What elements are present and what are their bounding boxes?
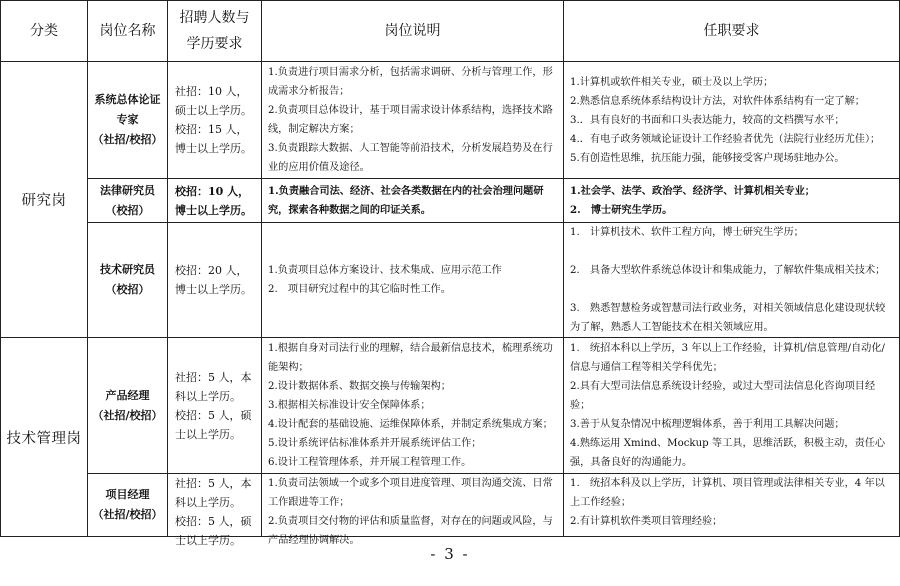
requirement-line: 2.熟悉信息系统体系结构设计方法，对软件体系结构有一定了解；	[570, 95, 865, 107]
requirement-line: 5.有创造性思维，抗压能力强，能够接受客户现场驻地办公。	[570, 152, 845, 164]
position-name-line: （校招）	[105, 283, 150, 296]
requirement-line: 1.社会学、法学、政治学、经济学、计算机相关专业；	[570, 184, 815, 197]
spacer	[570, 280, 895, 299]
position-name-line: 系统总体论证	[94, 93, 161, 106]
headcount-line: 校招：5 人，硕士以上学历。	[175, 515, 252, 547]
position-name-line: （社招/校招）	[92, 508, 163, 521]
header-category: 分类	[1, 1, 88, 62]
headcount-line: 社招：5 人，本科以上学历。	[175, 370, 252, 403]
requirement-line: 1. 计算机技术、软件工程方向，博士研究生学历；	[570, 227, 804, 238]
requirement-line: 3. 熟悉智慧检务或智慧司法行政业务，对相关领域信息化建设现状较为了解，熟悉人工智能技术在相关领域应用。	[570, 303, 886, 333]
job-description	[262, 223, 564, 338]
table-row	[1, 338, 900, 474]
header-row	[1, 1, 900, 62]
requirement-line: 1. 统招本科及以上学历，计算机、项目管理或法律相关专业，4 年以上工作经验；	[570, 478, 885, 508]
position-name-line: （社招/校招）	[92, 408, 163, 422]
job-requirements	[564, 179, 900, 223]
clipped-cell	[268, 474, 559, 546]
requirement-line: 4.熟练运用 Xmind、Mockup 等工具，思维活跃，积极主动，责任心强，具备良好的沟通能力。	[570, 438, 886, 468]
table-row	[1, 474, 900, 537]
job-requirements	[564, 338, 900, 474]
category-tech-management: 技术管理岗	[1, 338, 88, 537]
requirement-line: 3.．具有良好的书面和口头表达能力，较高的文档撰写水平；	[570, 114, 845, 126]
position-name-line: 项目经理	[105, 488, 150, 501]
header-count	[168, 1, 262, 62]
table-row	[1, 179, 900, 223]
page-number: - 3 -	[430, 545, 470, 563]
position-name-line: 技术研究员	[100, 263, 155, 276]
position-name-line: 产品经理	[105, 388, 150, 402]
description-line: 1.根据自身对司法行业的理解，结合最新信息技术，梳理系统功能架构；	[268, 343, 553, 373]
position-name-line: 法律研究员	[100, 183, 155, 197]
description-line: 1.负责司法领域一个或多个项目进度管理、项目沟通交流、日常工作跟进等工作；	[268, 478, 553, 508]
description-line: 1.负责进行项目需求分析，包括需求调研、分析与管理工作，形成需求分析报告；	[268, 67, 553, 97]
clipped-cell	[175, 474, 257, 547]
description-line: 4.设计配套的基础设施、运维保障体系，并制定系统集成方案；	[268, 419, 553, 430]
category-research: 研究岗	[1, 62, 88, 338]
description-line: 3.根据相关标准设计安全保障体系；	[268, 400, 431, 411]
headcount-line: 校招：5 人，硕士以上学历。	[175, 408, 252, 441]
job-description	[262, 179, 564, 223]
job-requirements	[564, 474, 900, 537]
spacer	[570, 242, 895, 261]
headcount-line: 校招：15 人，博士以上学历。	[175, 123, 252, 155]
header-count-line: 招聘人数与	[179, 10, 250, 26]
position-name	[88, 179, 168, 223]
requirement-line: 2.具有大型司法信息系统设计经验，或过大型司法信息化咨询项目经验；	[570, 381, 876, 411]
header-position: 岗位名称	[88, 1, 168, 62]
requirement-line: 1. 统招本科以上学历，3 年以上工作经验，计算机/信息管理/自动化/信息与通信工程等相关学科优先；	[570, 343, 885, 373]
position-name-line: （校招）	[105, 203, 150, 217]
requirement-line: 4.．有电子政务领域论证设计工作经验者优先（法院行业经历尤佳）；	[570, 133, 881, 145]
description-line: 2.设计数据体系、数据交换与传输架构；	[268, 381, 451, 392]
description-line: 2.负责项目交付物的评估和质量监督，对存在的问题或风险，与产品经理协调解决。	[268, 516, 553, 546]
position-name	[88, 223, 168, 338]
headcount	[168, 474, 262, 547]
job-requirements	[564, 223, 900, 338]
position-name-line: （社招/校招）	[92, 133, 163, 146]
description-line: 1.负责融合司法、经济、社会各类数据在内的社会治理问题研究，探索各种数据之间的印证关系。	[268, 184, 544, 216]
headcount-line: 校招：20 人，博士以上学历。	[175, 264, 252, 296]
headcount	[168, 223, 262, 338]
requirement-line: 1.计算机或软件相关专业，硕士及以上学历；	[570, 76, 774, 88]
header-description: 岗位说明	[262, 1, 564, 62]
job-requirements	[564, 62, 900, 179]
table-row	[1, 62, 900, 179]
requirement-line: 2. 博士研究生学历。	[570, 203, 673, 216]
headcount-line: 社招：10 人，硕士以上学历。	[175, 85, 252, 117]
job-description	[262, 62, 564, 179]
headcount-line: 社招：5 人，本科以上学历。	[175, 477, 252, 509]
header-requirements: 任职要求	[564, 1, 900, 62]
headcount-line: 校招：10 人，博士以上学历。	[175, 184, 252, 217]
clipped-cell	[570, 474, 895, 536]
description-line: 6.设计工程管理体系，并开展工程管理工作。	[268, 457, 472, 468]
position-name	[88, 474, 168, 537]
headcount	[168, 62, 262, 179]
description-line: 3.负责跟踪大数据、人工智能等前沿技术，分析发展趋势及在行业的应用价值及途径。	[268, 143, 553, 173]
job-description	[262, 338, 564, 474]
table-row	[1, 223, 900, 338]
description-line: 1.负责项目总体方案设计、技术集成、应用示范工作	[268, 265, 502, 276]
requirement-line: 2.有计算机软件类项目管理经验；	[570, 516, 723, 527]
headcount	[168, 179, 262, 223]
header-count-line: 学历要求	[186, 36, 243, 52]
description-line: 2.负责项目总体设计，基于项目需求设计体系结构，选择技术路线，制定解决方案；	[268, 105, 553, 135]
description-line: 5.设计系统评估标准体系并开展系统评估工作；	[268, 438, 482, 449]
requirement-line: 3.善于从复杂情况中梳理逻辑体系，善于利用工具解决问题；	[570, 419, 845, 430]
position-name	[88, 62, 168, 179]
headcount	[168, 338, 262, 474]
description-line: 2. 项目研究过程中的其它临时性工作。	[268, 284, 451, 295]
job-description	[262, 474, 564, 546]
position-name	[88, 338, 168, 474]
position-name-line: 专家	[116, 113, 139, 126]
requirement-line: 2. 具备大型软件系统总体设计和集成能力，了解软件集成相关技术；	[570, 265, 886, 276]
